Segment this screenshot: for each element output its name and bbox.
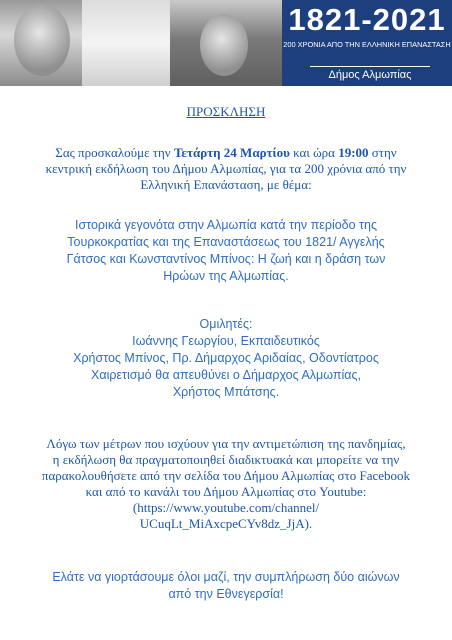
topic-paragraph bbox=[16, 217, 436, 285]
header-banner bbox=[0, 0, 452, 86]
speakers-label: Ομιλητές: bbox=[199, 317, 253, 331]
hero-portrait-left bbox=[0, 0, 82, 86]
intro-text: στην bbox=[368, 145, 397, 160]
youtube-url-line[interactable]: UCuqLt_MiAxcpeCYv8dz_JjA). bbox=[139, 516, 313, 531]
notice-line: και από το κανάλι του Δήμου Αλμωπίας στο Youtube: bbox=[85, 484, 367, 499]
closing-paragraph bbox=[16, 569, 436, 603]
intro-line-1 bbox=[16, 145, 436, 161]
event-date: Τετάρτη 24 Μαρτίου bbox=[173, 145, 290, 160]
youtube-url-line[interactable]: (https://www.youtube.com/channel/ bbox=[132, 500, 320, 515]
anniversary-subtitle: 200 ΧΡΟΝΙΑ ΑΠΟ ΤΗΝ ΕΛΛΗΝΙΚΗ ΕΠΑΝΑΣΤΑΣΗ bbox=[283, 40, 451, 49]
notice-line: η εκδήλωση θα πραγματοποιηθεί διαδικτυακά και μπορείτε να την bbox=[52, 452, 400, 467]
closing-line: από την Εθνεγερσία! bbox=[168, 587, 284, 601]
invitation-title: ΠΡΟΣΚΛΗΣΗ bbox=[186, 104, 266, 119]
notice-line: παρακολουθήσετε από την σελίδα του Δήμου Αλμωπίας στο Facebook bbox=[41, 468, 411, 483]
anniversary-years: 1821-2021 bbox=[288, 2, 446, 37]
intro-line-3: Ελληνική Επανάσταση, με θέμα: bbox=[140, 177, 312, 192]
municipality-name: Δήμος Αλμωπίας bbox=[310, 66, 430, 81]
intro-text: και ώρα bbox=[289, 145, 339, 160]
hero-portrait-right bbox=[170, 0, 282, 86]
speaker-line: Χρήστος Μπίνος, Πρ. Δήμαρχος Αριδαίας, Οδοντίατρος bbox=[73, 351, 379, 365]
notice-line: Λόγω των μέτρων που ισχύουν για την αντιμετώπιση της πανδημίας, bbox=[46, 436, 406, 451]
topic-line: Τουρκοκρατίας και της Επαναστάσεως του 1821/ Αγγελής bbox=[67, 235, 385, 249]
topic-line: Ιστορικά γεγονότα στην Αλμωπία κατά την περίοδο της bbox=[75, 218, 377, 232]
intro-paragraph bbox=[16, 145, 436, 193]
closing-line: Ελάτε να γιορτάσουμε όλοι μαζί, την συμπλήρωση δύο αιώνων bbox=[52, 570, 400, 584]
speaker-line: Χαιρετισμό θα απευθύνει ο Δήμαρχος Αλμωπίας, bbox=[91, 368, 361, 382]
intro-text: Σας προσκαλούμε την bbox=[55, 145, 174, 160]
speakers-section bbox=[16, 316, 436, 401]
speaker-line: Χρήστος Μπάτσης. bbox=[172, 385, 280, 399]
speaker-line: Ιωάννης Γεωργίου, Εκπαιδευτικός bbox=[132, 334, 320, 348]
historic-document-image bbox=[82, 0, 170, 86]
topic-line: Γάτσος και Κωνσταντίνος Μπίνος: Η ζωή και η δράση των bbox=[66, 252, 386, 266]
notice-paragraph bbox=[16, 436, 436, 532]
intro-line-2: κεντρική εκδήλωση του Δήμου Αλμωπίας, για τα 200 χρόνια από την bbox=[45, 161, 407, 176]
event-time: 19:00 bbox=[338, 145, 369, 160]
topic-line: Ηρώων της Αλμωπίας. bbox=[163, 269, 289, 283]
